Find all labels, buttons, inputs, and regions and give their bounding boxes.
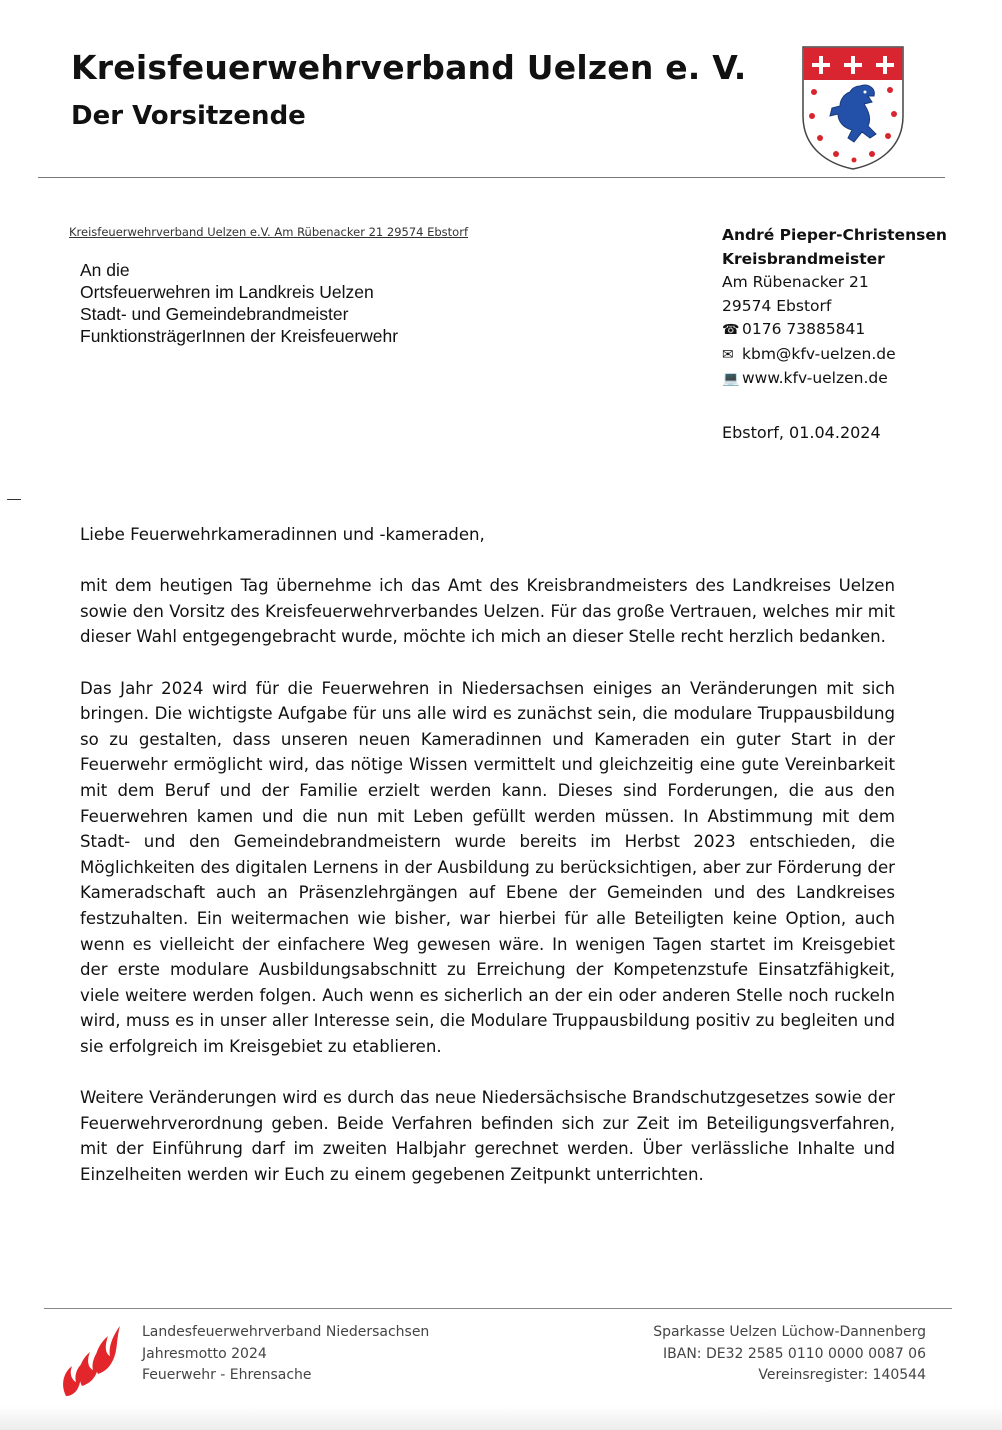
letter-date: Ebstorf, 01.04.2024 [722,423,881,442]
footer-left-block [142,1322,429,1387]
recipient-line: Ortsfeuerwehren im Landkreis Uelzen [80,282,374,302]
sender-phone: 0176 73885841 [742,320,866,338]
organization-title: Kreisfeuerwehrverband Uelzen e. V. [71,48,747,87]
computer-icon: 💻 [722,371,740,387]
return-address: Kreisfeuerwehrverband Uelzen e.V. Am Rübenacker 21 29574 Ebstorf [69,225,468,239]
sender-email-row [722,343,947,368]
coat-of-arms-icon [802,46,904,170]
sender-web-row [722,367,947,392]
footer-left-line: Landesfeuerwehrverband Niedersachsen [142,1324,430,1340]
recipient-line: FunktionsträgerInnen der Kreisfeuerwehr [80,326,399,346]
sender-phone-row [722,318,947,343]
body-paragraph: Weitere Veränderungen wird es durch das neue Niedersächsische Brandschutzgesetzes sowie der Feuerwehrverordnung geben. Beide Verfahren befinden sich zur Zeit im Beteiligungsverfahren, mit der Einführung darf im zweiten Halbjahr gerechnet werden. Über verlässliche Inhalte und Einzelheiten werden wir Euch zu einem gegebenen Zeitpunkt unterrichten. [80,1088,895,1184]
footer-right-line: Sparkasse Uelzen Lüchow-Dannenberg [653,1324,926,1340]
recipient-line: Stadt- und Gemeindebrandmeister [80,304,349,324]
sender-website[interactable]: www.kfv-uelzen.de [742,369,888,387]
letter-body [80,522,895,1213]
sender-role: Kreisbrandmeister [722,249,885,268]
sender-email[interactable]: kbm@kfv-uelzen.de [742,344,896,363]
phone-icon: ☎ [722,322,740,338]
header-divider [38,177,945,178]
recipient-address [80,259,398,347]
page-bottom-edge [0,1406,1002,1430]
body-paragraph: Das Jahr 2024 wird für die Feuerwehren in Niedersachsen einiges an Veränderungen mit sich bringen. Die wichtigste Aufgabe für uns alle wird es zunächst sein, die modulare Truppausbildung so zu gestalten, dass unseren neuen Kameradinnen und Kameraden ein guter Start in der Feuerwehr ermöglicht wird, das nötige Wissen vermittelt und gleichzeitig eine gute Vereinbarkeit mit dem Beruf und der Familie erzielt werden kann. Dieses sind Forderungen, die aus den Feuerwehren kamen und die nun mit Leben gefüllt werden müssen. In Abstimmung mit dem Stadt- und den Gemeindebrandmeistern wurde bereits im Herbst 2023 entschieden, die Möglichkeiten des digitalen Lernens in der Ausbildung zu berücksichtigen, aber zur Förderung der Kameradschaft auch an Präsenzlehrgängen auf Ebene der Gemeinden und des Landkreises festzuhalten. Ein weitermachen wie bisher, war hierbei für alle Beteiligten keine Option, auch wenn es vielleicht der einfachere Weg gewesen wäre. In wenigen Tagen startet im Kreisgebiet der erste modulare Ausbildungsabschnitt zu Erreichung der Kompetenzstufe Einsatzfähigkeit, viele weitere werden folgen. Auch wenn es sicherlich an der ein oder anderen Stelle noch ruckeln wird, muss es in unser aller Interesse sein, die Modulare Truppausbildung positiv zu begleiten und sie erfolgreich im Kreisgebiet zu etablieren. [80,678,895,1056]
body-paragraph: mit dem heutigen Tag übernehme ich das Amt des Kreisbrandmeisters des Landkreises Uelzen sowie den Vorsitz des Kreisfeuerwehrverbandes Uelzen. Für das große Vertrauen, welches mir mit dieser Wahl entgegengebracht wurde, möchte ich mich an dieser Stelle recht herzlich bedanken. [80,576,895,647]
email-icon: ✉ [722,346,734,363]
salutation: Liebe Feuerwehrkameradinnen und -kameraden, [80,525,485,544]
sender-name: André Pieper-Christensen [722,226,947,244]
sender-block [722,224,947,392]
footer-divider [44,1308,952,1309]
footer-left-line: Feuerwehr - Ehrensache [142,1367,312,1383]
organization-subtitle: Der Vorsitzende [71,101,306,131]
footer-right-line: IBAN: DE32 2585 0110 0000 0087 06 [663,1345,926,1362]
recipient-line: An die [80,260,130,280]
flames-logo-icon [58,1322,122,1402]
fold-mark [7,499,21,500]
footer-right-block [653,1322,926,1387]
footer-right-line: Vereinsregister: 140544 [758,1367,926,1383]
footer-left-line: Jahresmotto 2024 [142,1345,267,1362]
sender-street: Am Rübenacker 21 [722,273,869,291]
sender-city: 29574 Ebstorf [722,296,832,315]
